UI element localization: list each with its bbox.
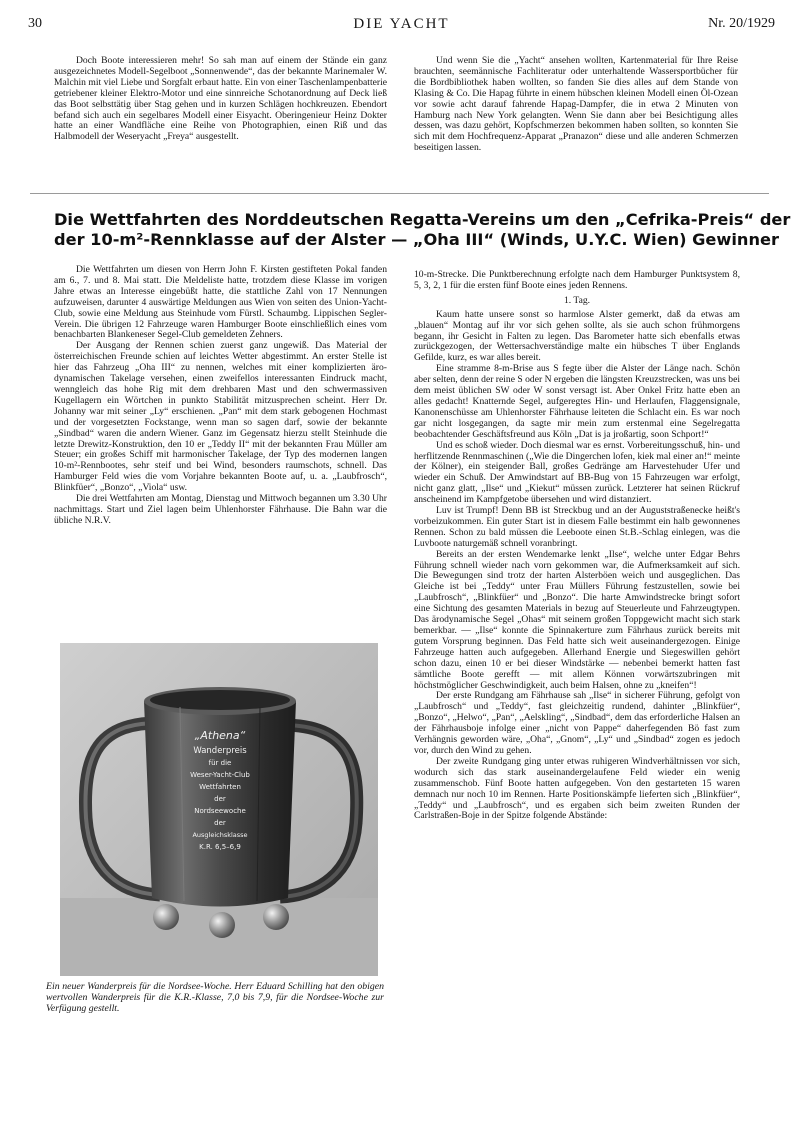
paragraph: Eine stramme 8-m-Brise aus S fegte über die Alster der Länge nach. Schön aber selten, denn der reine S oder N ergeben die längsten Kreuzstrecken, was uns bei dem meist üblichen SW oder W sonst versagt ist. Aber Onkel Fritz hatte eben an alles gedacht! Knatternde Segel, aufgeregtes Hin- und Herlaufen, Flaggensignale, Kanonenschüsse am Uhlenhorster Fährhause leiteten die Schlacht ein. Es war noch gar nicht losgegangen, da sagte mir mein zum erstenmal eine Segelregatta beobachtender Geschäftsfreund aus Köln „Dat is ja jroßartig, soon Schport!“ bbox=[414, 363, 740, 440]
paragraph: Und es schoß wieder. Doch diesmal war es ernst. Vorbereitungsschuß, hin- und herflitzende Rennmaschinen („Wie die Dingerchen lofen, kiek mal einer an!“ meinte der Kölner), ein steigender Ball, großes Gedränge am Harvestehuder Ufer und wieder ein Schuß. Der Amwindstart auf BB-Bug von 15 Fahrzeugen war erfolgt, nicht ganz glatt, „Ilse“ und „Kiekut“ müssen zurück. Letzterer hat seinen Rückruf anscheinend im Kampfgetobe übersehen und wird distanziert. bbox=[414, 439, 740, 506]
paragraph: Bereits an der ersten Wendemarke lenkt „Ilse“, welche unter Edgar Behrs Führung schnell wieder nach vorn gekommen war, die Aufmerksamkeit auf sich. Die Bewegungen sind trotz der harten Alsterböen weich und ausgeglichen. Das Gleiche ist bei „Teddy“ unter Frau Müllers Führung festzustellen, sowie bei „Laubfrosch“, „Blinkfüer“ und „Bonzo“. Die harte Amwindstrecke bringt sofort eine Sichtung des gesamten Materials in bezug auf Steuerleute und Fahrzeugtypen. Das ärodynamische Segel „Ohas“ mit seinem großen Toppgewicht macht sich stark bemerkbar. — „Ilse“ konnte die Spinnakerture zum Fährhaus zurück bereits mit gutem Vorsprung beginnen. Das Feld hatte sich weit auseinandergezogen. Einige Fahrzeuge hatten auch aufgegeben. Allerhand Energie und Siegeswillen gehört schon dazu, einen 10 er bei dieser Windstärke — nebenbei bemerkt hatten fast sämtliche Boote gerefft — mit allem Können vorwärtszubringen mit höchstmöglicher Geschwindigkeit, auch beim Halsen, ohne zu „kneifen“! bbox=[414, 548, 740, 691]
trophy-line: Wettfahrten bbox=[199, 783, 241, 791]
paragraph: Der Ausgang der Rennen schien zuerst ganz ungewiß. Das Material der österreichischen Freunde schien auf leichtes Wetter abgestimmt. An erster Stelle ist hier das Fahrzeug „Oha III“ zu nennen, welches mit einer komplizierten äro-dynamischen Takelage versehen, einen zweifellos interessanten Eindruck macht, wenngleich das hohe Rig mit dem drehbaren Mast und den schwermassiven Kugellagern ein Wörtchen in punkto Stabilität mitzusprechen scheint. Herr Dr. Johanny war mit seiner „Ly“ erschienen. „Pan“ mit dem stark gebogenen Hochmast und der vorgesetzten Fockstange, wenn man so sagen darf, sowie der bekannte „Sindbad“ waren die andern Wiener. Ganz im Gegensatz hierzu stellt Steinhude die letzte Drewitz-Konstruktion, den 10 er „Teddy II“ mit der bekannten Frau Müller am Steuer; ein großes Schiff mit harmonischer Takelage, der Typ des modernen langen 10-m²-Rennbootes, sehr steif und bei Wind, besonders raumschots, schnell. Das Hamburger Feld wies die vom Vorjahre bekannten Boote auf, u. a. „Laubfrosch“, Blinkfüer“, „Bonzo“, „Viola“ usw. bbox=[54, 340, 387, 494]
section-divider bbox=[30, 193, 769, 194]
paragraph: Die drei Wettfahrten am Montag, Dienstag und Mittwoch begannen um 3.30 Uhr nachmittags. Start und Ziel lagen beim Uhlenhorster Fährhause. Die Bahn war die übliche N.R.V. bbox=[54, 493, 387, 526]
article-headline bbox=[54, 210, 791, 250]
photo-caption: Ein neuer Wanderpreis für die Nordsee-Woche. Herr Eduard Schilling hat den obigen wertvollen Wanderpreis für die K.R.-Klasse, 7,0 bis 7,9, für die Nordsee-Woche zur Verfügung gestellt. bbox=[46, 981, 384, 1014]
trophy-illustration bbox=[60, 643, 378, 976]
trophy-photo bbox=[60, 643, 378, 976]
trophy-line: der bbox=[214, 795, 226, 803]
paragraph: Der erste Rundgang am Fährhause sah „Ilse“ in sicherer Führung, gefolgt von „Laubfrosch“ und „Teddy“, fast gleichzeitig rundend, dahinter „Blinkfüer“, „Bonzo“, „Helwo“, „Pan“, „Aelskling“, „Sindbad“, dem das erforderliche Halsen an der Fährhausboje infolge einer „nicht von Pappe“ daherfegenden Bö fast zum Verhängnis geworden wäre, „Oha“, „Gnom“, „Ly“ und „Sindbad“ zogen es jedoch vor, durch den Wind zu gehen. bbox=[414, 690, 740, 756]
headline-line-1: Die Wettfahrten des Norddeutschen Regatta-Vereins um den „Cefrika-Preis“ der bbox=[54, 210, 791, 229]
paragraph: Kaum hatte unsere sonst so harmlose Alster gemerkt, daß da etwas am „blauen“ Montag auf ihr vor sich gehen sollte, als sie auch schon frühmorgens begann, ihr Gesicht in Falten zu legen. Das Barometer hatte sich ebenfalls etwas zurückgezogen, der Wettersachverständige malte ein hübsches T über Englands Gefilde, kurz, es war alles bereit. bbox=[414, 308, 740, 364]
paragraph: Die Wettfahrten um diesen von Herrn John F. Kirsten gestifteten Pokal fanden am 6., 7. und 8. Mai statt. Die Meldeliste hatte, trotzdem diese Klasse im vorigen Jahre etwas an Interesse eingebüßt hatte, die stattliche Zahl von 17 Nennungen aufzuweisen, darunter 4 auswärtige Meldungen aus Wien von seiten des Union-Yacht-Club, sowie eine Meldung aus Steinhude vom Fürstl. Schaumbg. Lippischen Segler-Verein. Die übrigen 12 Fahrzeuge waren Hamburger Boote einschließlich eines vom benachbarten Blankeneser Segel-Club gemeldeten Zehners. bbox=[54, 264, 387, 341]
headline-line-2: der 10-m²-Rennklasse auf der Alster — „Oha III“ (Winds, U.Y.C. Wien) Gewinner bbox=[54, 230, 779, 249]
paragraph: 10-m-Strecke. Die Punktberechnung erfolgte nach dem Hamburger Punktsystem 8, 5, 3, 2, 1 für die ersten fünf Boote eines jeden Rennens. bbox=[414, 269, 740, 291]
issue-number: Nr. 20/1929 bbox=[708, 16, 775, 31]
section-heading: 1. Tag. bbox=[563, 294, 591, 306]
trophy-line: der bbox=[214, 819, 226, 827]
article-left-column bbox=[54, 265, 387, 527]
trophy-line: „Athena“ bbox=[194, 729, 246, 742]
page-number: 30 bbox=[28, 16, 42, 31]
article-right-column bbox=[414, 270, 740, 822]
paragraph: Doch Boote interessieren mehr! So sah man auf einem der Stände ein ganz ausgezeichnetes Modell-Segelboot „Sonnenwende“, das der bekannte Marinemaler W. Malchin mit viel Liebe und Sorgfalt erbaut hatte. Ein von einer Taschenlampenbatterie getriebener kleiner Elektro-Motor und eine sinnreiche Schotanordnung auf Deck ließ das Boot selbsttätig über Stag gehen und in kurzen Schlägen hochkreuzen. Ebendort befand sich auch ein segelbares Modell einer Eisyacht. Oberingenieur Heinz Dokter hatte an einer Wandfläche eine Reihe von Photographien, einen Riß und das Halbmodell der Weseryacht „Freya“ ausgestellt. bbox=[54, 55, 387, 143]
paragraph: Und wenn Sie die „Yacht“ ansehen wollten, Kartenmaterial für Ihre Reise brauchten, seemännische Fachliteratur oder unterhaltende Wassersportbücher für die Bordbibliothek haben wollten, so fanden Sie dies alles auf dem Stande von Klasing & Co. Die Hapag führte in einem hübschen kleinen Modell einen Öl-Ozean vor sowie acht darauf fahrende Hapag-Dampfer, die in etwa 2 Minuten von Hamburg nach New York gelangten. Wenn Sie dann aber bei Besichtigung alles dessen, was dazu gehört, Kopfschmerzen bekommen haben sollten, so konnten Sie sich mit dem Hochfrequenz-Apparat „Pranazon“ diese und alle anderen Schmerzen beseitigen lassen. bbox=[414, 55, 738, 154]
paragraph: Luv ist Trumpf! Denn BB ist Streckbug und an der Auguststraßenecke heißt's vorbeizukommen. Ein guter Start ist in diesem Falle bestimmt ein halb gewonnenes Rennen. Schon zu bald müssen die Leeboote einen St.B.-Schlag einlegen, was die Luvboote naturgemäß schnell voranbringt. bbox=[414, 505, 740, 549]
trophy-line: K.R. 6,5–6,9 bbox=[199, 843, 241, 851]
magazine-title: DIE YACHT bbox=[353, 16, 450, 32]
top-left-column bbox=[54, 56, 387, 143]
page-header bbox=[28, 16, 775, 36]
paragraph: Der zweite Rundgang ging unter etwas ruhigeren Windverhältnissen vor sich, wodurch sich das stark auseinandergelaufene Feld wieder ein wenig zusammenschob. Fünf Boote hatten aufgegeben. Von den gestarteten 15 waren demnach nur noch 10 im Rennen. Harte Positionskämpfe lieferten sich „Blinkfüer“, „Teddy“ und „Laubfrosch“, und es ergaben sich beim zweiten Runden der Carlstraßen-Boje in der Spitze folgende Abstände: bbox=[414, 755, 740, 822]
trophy-line: Wanderpreis bbox=[193, 746, 247, 756]
trophy-line: Weser-Yacht-Club bbox=[190, 771, 250, 779]
trophy-line: Nordseewoche bbox=[194, 807, 246, 815]
trophy-line: für die bbox=[208, 759, 232, 767]
top-right-column bbox=[414, 56, 738, 154]
trophy-line: Ausgleichsklasse bbox=[192, 831, 248, 839]
